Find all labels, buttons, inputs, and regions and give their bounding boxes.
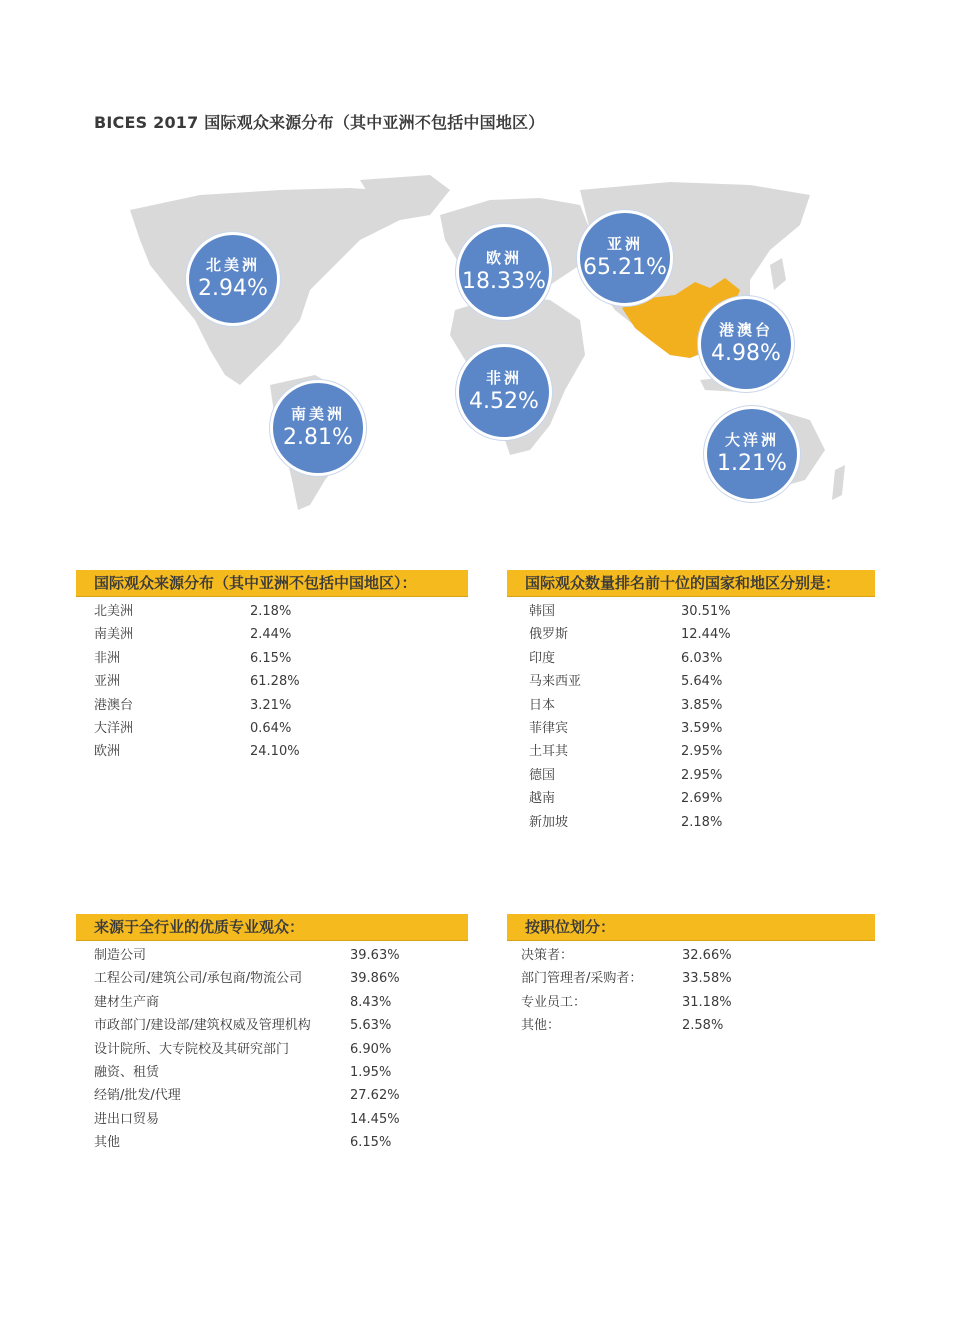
list-item — [76, 1038, 468, 1061]
section-title: 来源于全行业的优质专业观众： — [76, 914, 468, 941]
row-label: 土耳其 — [529, 744, 569, 760]
row-value: 2.95% — [681, 767, 723, 783]
row-label: 制造公司 — [94, 948, 147, 963]
list-item — [76, 717, 468, 740]
row-label: 设计院所、大专院校及其研究部门 — [94, 1041, 290, 1057]
row-label: 非洲 — [94, 650, 121, 666]
row-label: 日本 — [529, 697, 556, 713]
row-value: 39.86% — [350, 971, 400, 987]
bubble-africa — [456, 344, 552, 440]
row-label: 北美洲 — [94, 604, 134, 619]
bubble-name: 非洲 — [485, 369, 522, 387]
row-label: 亚洲 — [94, 674, 121, 690]
bubble-south-america — [270, 380, 366, 476]
row-label: 进出口贸易 — [94, 1111, 160, 1127]
row-label: 市政部门/建设部/建筑权威及管理机构 — [94, 1018, 311, 1034]
row-value: 3.21% — [250, 697, 292, 713]
row-label: 工程公司/建筑公司/承包商/物流公司 — [94, 971, 303, 987]
bubble-oceania — [704, 406, 800, 502]
row-value: 27.62% — [350, 1088, 400, 1104]
list-item — [507, 811, 875, 834]
section-industry — [76, 914, 468, 1155]
row-value: 3.85% — [681, 697, 723, 713]
page-title: BICES 2017 国际观众来源分布（其中亚洲不包括中国地区） — [94, 113, 545, 132]
list-item — [507, 694, 875, 717]
row-value: 6.03% — [681, 650, 723, 666]
row-value: 2.44% — [250, 627, 292, 643]
row-label: 其他： — [521, 1018, 561, 1034]
row-value: 6.15% — [350, 1135, 392, 1151]
list-item — [507, 967, 875, 990]
region-list — [76, 597, 468, 764]
row-label: 经销/批发/代理 — [94, 1088, 181, 1104]
row-value: 5.64% — [681, 674, 723, 690]
row-label: 德国 — [529, 767, 556, 783]
list-item — [76, 623, 468, 646]
list-item — [76, 1084, 468, 1107]
row-value: 30.51% — [681, 604, 731, 619]
list-item — [76, 967, 468, 990]
bubble-hk-macao-taiwan — [698, 296, 794, 392]
row-value: 1.95% — [350, 1064, 392, 1080]
section-top10 — [507, 570, 875, 834]
row-value: 33.58% — [682, 971, 732, 987]
row-label: 越南 — [529, 791, 556, 807]
row-value: 2.69% — [681, 791, 723, 807]
bubble-percent: 18.33% — [462, 269, 546, 294]
row-value: 2.58% — [682, 1018, 724, 1034]
row-label: 其他 — [94, 1135, 121, 1151]
section-position — [507, 914, 875, 1038]
list-item — [507, 1014, 875, 1037]
row-label: 印度 — [529, 650, 556, 666]
row-label: 融资、租赁 — [94, 1064, 160, 1080]
section-title: 国际观众来源分布（其中亚洲不包括中国地区）： — [76, 570, 468, 597]
bubble-name: 大洋洲 — [724, 431, 779, 449]
row-value: 12.44% — [681, 627, 731, 643]
bubble-percent: 2.81% — [283, 425, 353, 450]
bubble-percent: 1.21% — [717, 451, 787, 476]
row-label: 南美洲 — [94, 627, 134, 643]
row-label: 新加坡 — [529, 814, 569, 830]
list-item — [76, 1131, 468, 1154]
row-value: 31.18% — [682, 994, 732, 1010]
row-label: 部门管理者/采购者： — [521, 971, 643, 987]
row-value: 61.28% — [250, 674, 300, 690]
list-item — [507, 787, 875, 810]
list-item — [507, 717, 875, 740]
japan-shape — [770, 258, 786, 290]
row-label: 菲律宾 — [529, 720, 569, 736]
row-value: 2.95% — [681, 744, 723, 760]
row-value: 2.18% — [250, 604, 292, 619]
bubble-asia — [577, 210, 673, 306]
bubble-name: 北美洲 — [205, 256, 260, 274]
list-item — [507, 944, 875, 967]
row-label: 韩国 — [529, 604, 556, 619]
list-item — [507, 600, 875, 623]
section-title: 国际观众数量排名前十位的国家和地区分别是： — [507, 570, 875, 597]
list-item — [76, 944, 468, 967]
row-value: 24.10% — [250, 744, 300, 760]
bubble-europe — [456, 224, 552, 320]
list-item — [507, 670, 875, 693]
section-regions — [76, 570, 468, 764]
row-label: 建材生产商 — [94, 994, 160, 1010]
list-item — [76, 740, 468, 763]
row-value: 5.63% — [350, 1018, 392, 1034]
row-value: 32.66% — [682, 948, 732, 963]
bubble-percent: 4.98% — [711, 341, 781, 366]
row-value: 3.59% — [681, 720, 723, 736]
list-item — [507, 623, 875, 646]
list-item — [507, 740, 875, 763]
bubble-name: 港澳台 — [718, 321, 773, 339]
section-title: 按职位划分： — [507, 914, 875, 941]
row-value: 2.18% — [681, 814, 723, 830]
row-label: 大洋洲 — [94, 720, 134, 736]
top10-list — [507, 597, 875, 834]
row-value: 0.64% — [250, 720, 292, 736]
row-value: 8.43% — [350, 994, 392, 1010]
bubble-name: 欧洲 — [485, 249, 522, 267]
bubble-north-america — [186, 232, 280, 326]
list-item — [76, 991, 468, 1014]
list-item — [76, 1108, 468, 1131]
row-label: 专业员工： — [521, 994, 587, 1010]
bubble-percent: 65.21% — [583, 255, 667, 280]
list-item — [507, 991, 875, 1014]
bubble-percent: 4.52% — [469, 389, 539, 414]
list-item — [507, 647, 875, 670]
row-value: 39.63% — [350, 948, 400, 963]
row-label: 欧洲 — [94, 744, 121, 760]
bubble-percent: 2.94% — [198, 276, 268, 301]
list-item — [76, 694, 468, 717]
row-value: 6.15% — [250, 650, 292, 666]
bubble-name: 亚洲 — [606, 235, 643, 253]
list-item — [76, 670, 468, 693]
row-label: 俄罗斯 — [529, 627, 569, 643]
list-item — [76, 1061, 468, 1084]
list-item — [76, 600, 468, 623]
list-item — [507, 764, 875, 787]
position-list — [507, 941, 875, 1038]
row-value: 14.45% — [350, 1111, 400, 1127]
industry-list — [76, 941, 468, 1155]
row-label: 决策者： — [521, 948, 574, 963]
list-item — [76, 647, 468, 670]
new-zealand-shape — [832, 465, 845, 500]
bubble-name: 南美洲 — [290, 405, 345, 423]
row-label: 马来西亚 — [529, 674, 582, 690]
row-value: 6.90% — [350, 1041, 392, 1057]
row-label: 港澳台 — [94, 697, 134, 713]
list-item — [76, 1014, 468, 1037]
